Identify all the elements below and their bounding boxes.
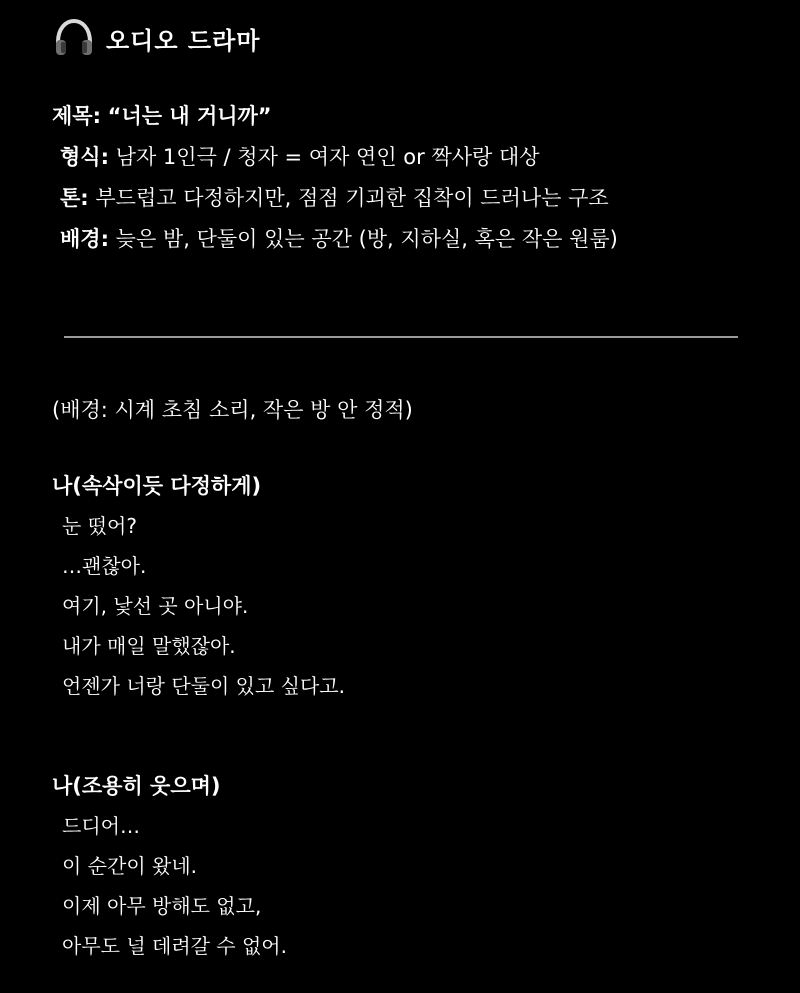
- speaker-direction: 나(조용히 웃으며): [52, 774, 221, 798]
- script-section: [52, 466, 772, 706]
- stage-direction: (배경: 시계 초침 소리, 작은 방 안 정적): [52, 398, 413, 422]
- divider: [64, 336, 738, 338]
- speaker-direction: 나(속삭이듯 다정하게): [52, 474, 262, 498]
- dialogue-line: 드디어…: [62, 814, 140, 838]
- tone-label: 톤:: [60, 186, 89, 210]
- setting-label: 배경:: [60, 227, 109, 251]
- dialogue-line: 여기, 낯선 곳 아니야.: [62, 594, 249, 618]
- title-line: [52, 96, 772, 137]
- tone-value: 부드럽고 다정하지만, 점점 기괴한 집착이 드러나는 구조: [95, 186, 609, 210]
- dialogue-line: …괜찮아.: [62, 554, 147, 578]
- tone-line: [52, 178, 772, 219]
- title-value: “너는 내 거니까”: [107, 104, 272, 128]
- title-label: 제목:: [52, 104, 101, 128]
- dialogue-line: 이제 아무 방해도 없고,: [62, 894, 262, 918]
- header: [52, 14, 260, 62]
- headphones-icon: [52, 16, 96, 60]
- setting-line: [52, 219, 772, 260]
- format-line: [52, 137, 772, 178]
- dialogue-line: 눈 떴어?: [62, 514, 137, 538]
- dialogue-line: 아무도 널 데려갈 수 없어.: [62, 934, 287, 958]
- dialogue-line: 이 순간이 왔네.: [62, 854, 197, 878]
- setting-value: 늦은 밤, 단둘이 있는 공간 (방, 지하실, 혹은 작은 원룸): [115, 227, 618, 251]
- script-section: [52, 766, 772, 966]
- page-title: 오디오 드라마: [106, 26, 261, 55]
- format-label: 형식:: [60, 145, 109, 169]
- dialogue-line: 내가 매일 말했잖아.: [62, 634, 236, 658]
- dialogue-line: 언젠가 너랑 단둘이 있고 싶다고.: [62, 674, 345, 698]
- format-value: 남자 1인극 / 청자 = 여자 연인 or 짝사랑 대상: [115, 145, 540, 169]
- drama-info: [52, 96, 772, 260]
